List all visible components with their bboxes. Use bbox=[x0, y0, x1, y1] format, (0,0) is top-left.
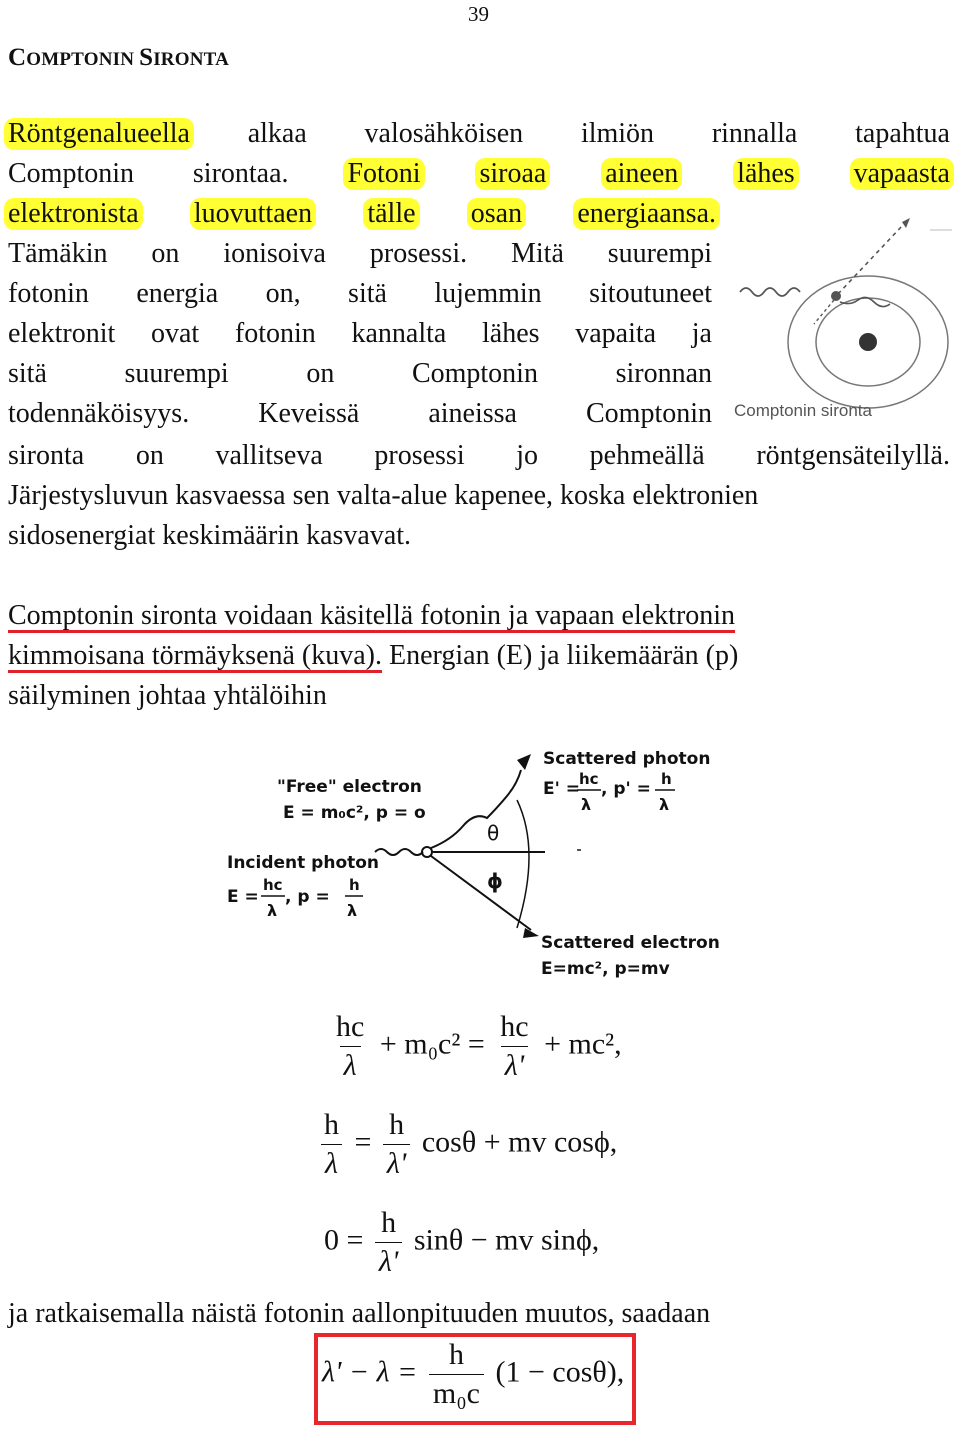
scattered-electron-label: Scattered electron bbox=[541, 933, 720, 953]
scattered-h: h bbox=[661, 770, 672, 788]
scattered-electron-eq: E=mc², p=mv bbox=[541, 959, 670, 979]
word: pehmeällä bbox=[589, 440, 705, 471]
frac-num: h bbox=[324, 1108, 339, 1141]
scattered-lambda: λ bbox=[581, 795, 592, 814]
para1-line-5 bbox=[8, 278, 712, 310]
word: suurempi bbox=[607, 238, 712, 269]
highlight-word: Röntgenalueella bbox=[4, 118, 194, 150]
theta-label: θ bbox=[487, 821, 500, 845]
frac-hc-lambda-prime bbox=[496, 1010, 532, 1083]
incident-p-label: , p = bbox=[285, 887, 330, 907]
highlight-word: energiaansa. bbox=[573, 198, 720, 230]
para1-line-10: Järjestysluvun kasvaessa sen valta-alue kapenee, koska elektronien bbox=[8, 480, 759, 511]
frac-den: λ bbox=[321, 1144, 342, 1181]
word: Comptonin bbox=[585, 398, 712, 429]
word: ilmiön bbox=[580, 118, 655, 149]
frac-num: hc bbox=[500, 1010, 529, 1043]
word: suurempi bbox=[124, 358, 229, 389]
word: sitä bbox=[8, 358, 47, 389]
word: sironnan bbox=[615, 358, 712, 389]
scattered-hc: hc bbox=[579, 770, 599, 788]
phi-label: ϕ bbox=[487, 869, 503, 893]
word: tapahtua bbox=[855, 118, 950, 149]
frac-h-lambda bbox=[320, 1108, 343, 1181]
word: Tämäkin bbox=[8, 238, 108, 269]
word: alkaa bbox=[247, 118, 307, 149]
word: rinnalla bbox=[711, 118, 798, 149]
para1-line-2 bbox=[8, 158, 950, 190]
section-title bbox=[8, 44, 229, 72]
para1-line-4 bbox=[8, 238, 712, 270]
eq3-lhs: 0 = bbox=[324, 1223, 364, 1257]
eq2-equals: = bbox=[354, 1125, 372, 1159]
incident-lambda: λ bbox=[267, 901, 278, 920]
compton-atom-figure bbox=[730, 210, 952, 435]
title-ironta: IRONTA bbox=[153, 49, 230, 70]
para1-line-8 bbox=[8, 398, 712, 430]
word: fotonin bbox=[234, 318, 316, 349]
frac-den: λ' bbox=[383, 1144, 410, 1181]
word: ionisoiva bbox=[223, 238, 326, 269]
incident-lambda-2: λ bbox=[347, 901, 358, 920]
frac-num: h bbox=[389, 1108, 405, 1141]
word: röntgensäteilyllä. bbox=[756, 440, 950, 471]
frac-den: λ' bbox=[501, 1046, 528, 1083]
para2-rest: Energian (E) ja liikemäärän (p) bbox=[382, 640, 739, 671]
word: on bbox=[135, 440, 164, 471]
word: valosähköisen bbox=[364, 118, 524, 149]
highlight-word: osan bbox=[467, 198, 526, 230]
word: on, bbox=[265, 278, 301, 309]
final-lhs: λ' − λ = bbox=[322, 1355, 418, 1389]
frac-hc-lambda bbox=[332, 1010, 368, 1083]
word: kannalta bbox=[351, 318, 447, 349]
free-electron-label: "Free" electron bbox=[277, 777, 422, 797]
para2-line-1: Comptonin sironta voidaan käsitellä fotonin ja vapaan elektronin bbox=[8, 600, 736, 631]
scattered-photon-E: E' = bbox=[543, 779, 580, 799]
word: sirontaa. bbox=[192, 158, 289, 189]
word: sitä bbox=[348, 278, 387, 309]
highlight-word: lähes bbox=[733, 158, 799, 190]
para2-underlined: kimmoisana törmäyksenä (kuva). bbox=[8, 640, 383, 671]
word: ovat bbox=[150, 318, 200, 349]
frac-h-lambda-prime bbox=[383, 1108, 410, 1181]
frac-den: λ' bbox=[375, 1242, 402, 1279]
frac-num: hc bbox=[336, 1010, 365, 1043]
frac-num: h bbox=[381, 1206, 397, 1239]
eq2-rest: cosθ + mv cosϕ, bbox=[421, 1125, 618, 1159]
para1-line-7 bbox=[8, 358, 712, 390]
frac-h-lambda-prime-2 bbox=[375, 1206, 402, 1279]
word: lujemmin bbox=[434, 278, 542, 309]
word: elektronit bbox=[8, 318, 116, 349]
word: vallitseva bbox=[215, 440, 323, 471]
word: Comptonin bbox=[8, 158, 135, 189]
word: jo bbox=[516, 440, 539, 471]
word: Keveissä bbox=[258, 398, 360, 429]
para1-line-9 bbox=[8, 440, 950, 472]
frac-den: λ bbox=[340, 1046, 361, 1083]
word: todennäköisyys. bbox=[8, 398, 190, 429]
word: sironta bbox=[8, 440, 85, 471]
highlight-word: elektronista bbox=[4, 198, 143, 230]
equation-momentum-x bbox=[316, 1108, 617, 1181]
word: fotonin bbox=[8, 278, 89, 309]
title-omptonin: OMPTONIN bbox=[26, 49, 140, 70]
word: sitoutuneet bbox=[589, 278, 712, 309]
word: ja bbox=[691, 318, 712, 349]
equation-energy bbox=[328, 1010, 622, 1083]
highlight-word: tälle bbox=[363, 198, 419, 230]
word: aineissa bbox=[428, 398, 517, 429]
para1-line-6 bbox=[8, 318, 712, 350]
incident-h: h bbox=[349, 876, 360, 894]
scattered-lambda-2: λ bbox=[659, 795, 670, 814]
frac-h-m0c bbox=[429, 1338, 484, 1411]
word: lähes bbox=[482, 318, 540, 349]
para1-line-3 bbox=[8, 198, 716, 230]
highlight-word: Fotoni bbox=[343, 158, 424, 190]
highlight-word: siroaa bbox=[475, 158, 550, 190]
eq1-mid: + m₀c² = bbox=[379, 1027, 485, 1061]
word: prosessi. bbox=[369, 238, 468, 269]
final-rest: (1 − cosθ), bbox=[495, 1355, 625, 1389]
frac-num: h bbox=[448, 1338, 464, 1371]
word: on bbox=[306, 358, 335, 389]
word: prosessi bbox=[374, 440, 465, 471]
para2-line-3: säilyminen johtaa yhtälöihin bbox=[8, 680, 327, 711]
word: Comptonin bbox=[411, 358, 538, 389]
para3-line: ja ratkaisemalla näistä fotonin aallonpituuden muutos, saadaan bbox=[8, 1298, 711, 1329]
incident-photon-label: Incident photon bbox=[227, 853, 380, 873]
small-figure-caption: Comptonin sironta bbox=[734, 401, 872, 420]
eq3-rest: sinθ − mv sinϕ, bbox=[413, 1223, 600, 1257]
word: energia bbox=[136, 278, 219, 309]
scattered-photon-label: Scattered photon bbox=[543, 749, 711, 769]
highlight-word: luovuttaen bbox=[190, 198, 316, 230]
word: vapaita bbox=[575, 318, 657, 349]
para2-line-2 bbox=[8, 640, 738, 672]
highlight-word: aineen bbox=[601, 158, 682, 190]
incident-hc: hc bbox=[263, 876, 283, 894]
frac-den: m₀c bbox=[429, 1374, 484, 1411]
free-electron-eq: E = m₀c², p = o bbox=[283, 803, 426, 823]
para1-line-11: sidosenergiat keskimäärin kasvavat. bbox=[8, 520, 412, 551]
title-s: S bbox=[139, 44, 154, 71]
word: on bbox=[151, 238, 180, 269]
highlight-word: vapaasta bbox=[850, 158, 954, 190]
equation-momentum-y bbox=[324, 1206, 599, 1279]
eq1-end: + mc², bbox=[544, 1027, 622, 1061]
equation-compton-shift bbox=[322, 1338, 624, 1411]
scattered-photon-p: , p' = bbox=[601, 779, 651, 799]
word: Mitä bbox=[511, 238, 564, 269]
compton-collision-figure bbox=[225, 740, 735, 980]
para1-line-1 bbox=[8, 118, 950, 150]
title-c: C bbox=[8, 44, 27, 71]
page-number: 39 bbox=[468, 2, 489, 26]
incident-E-label: E = bbox=[227, 887, 259, 907]
